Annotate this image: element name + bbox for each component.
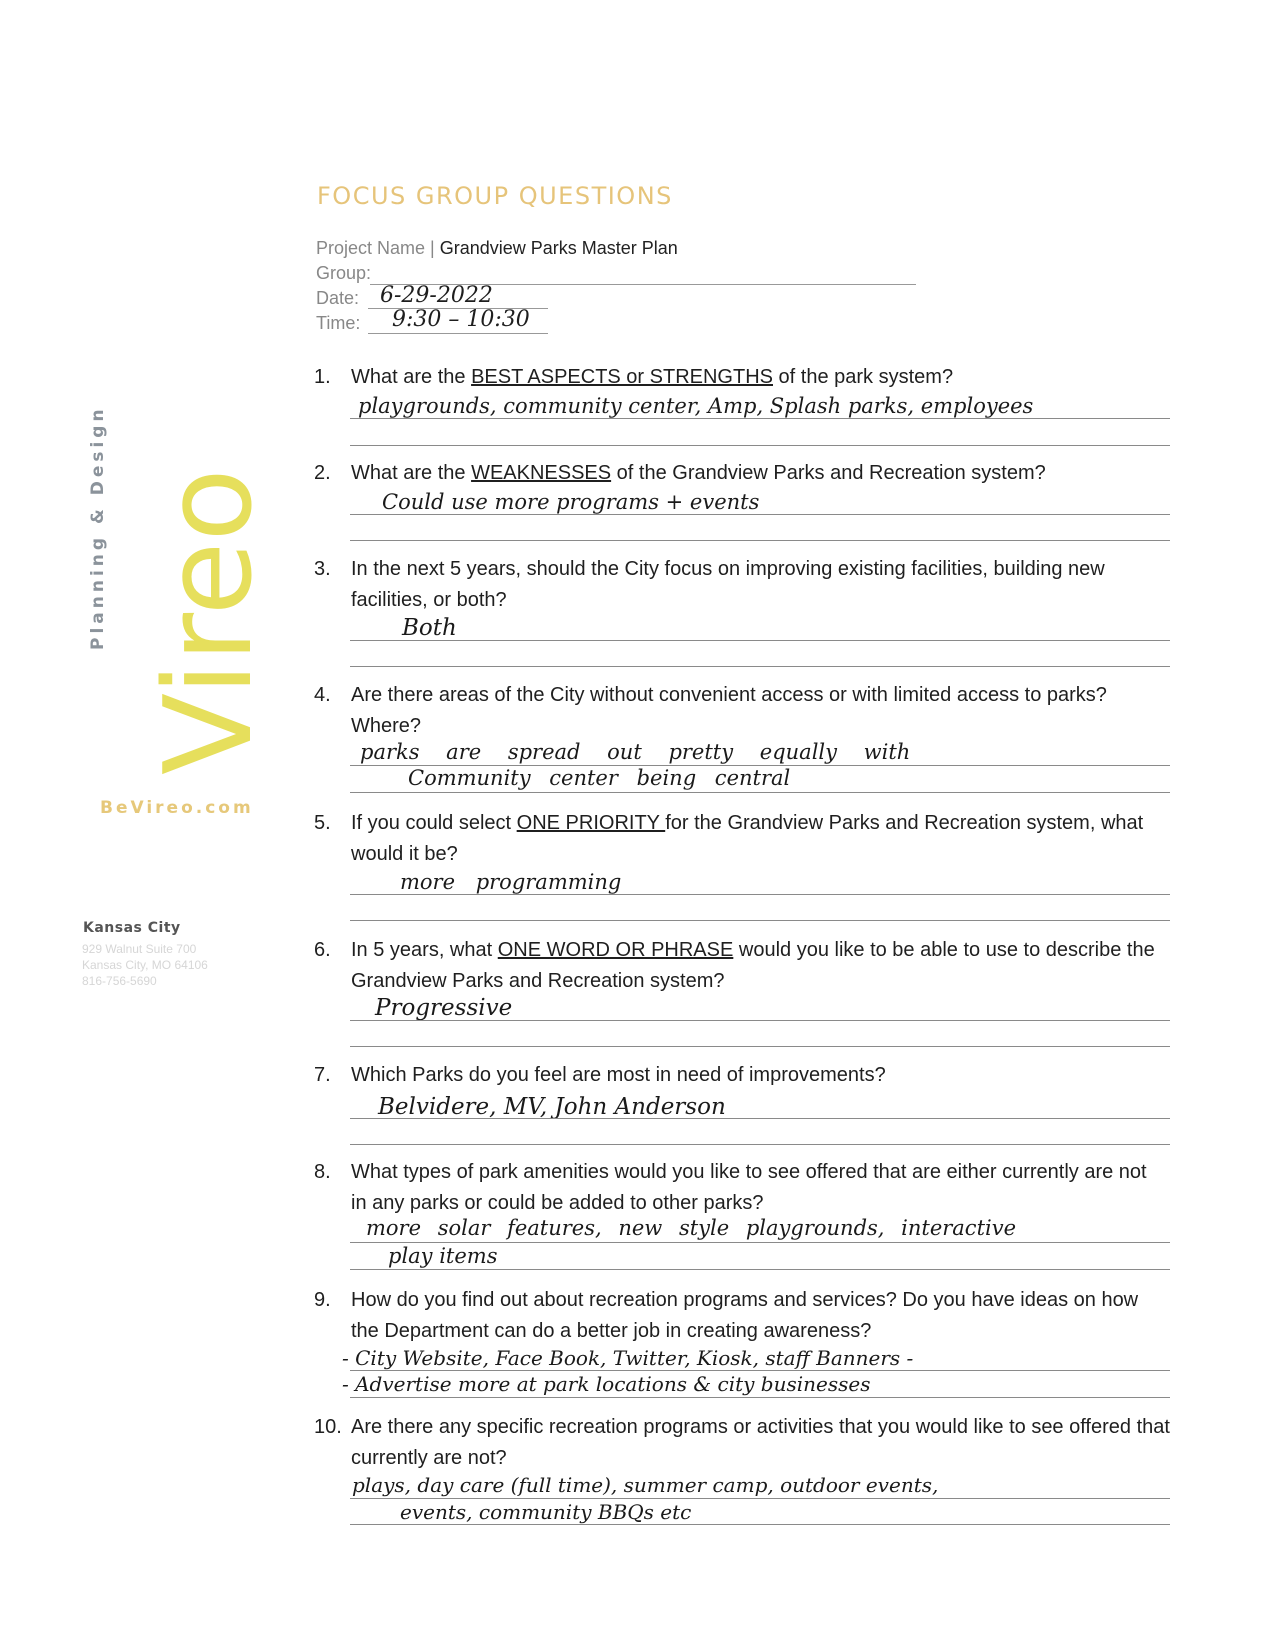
- project-label: Project Name |: [316, 238, 435, 258]
- date-row: [316, 288, 359, 309]
- answer-5: more programming: [400, 870, 622, 894]
- answer-line: [350, 1370, 1170, 1371]
- brand-logo: Vireo: [140, 468, 279, 775]
- group-label: Group:: [316, 263, 372, 283]
- document-title: FOCUS GROUP QUESTIONS: [317, 182, 673, 210]
- question-4: 4. Are there areas of the City without convenient access or with limited access to parks? Where?: [314, 684, 1107, 737]
- question-1: 1. What are the BEST ASPECTS or STRENGTHS of the park system?: [314, 366, 954, 388]
- answer-line: [350, 792, 1170, 793]
- answer-line: [350, 1020, 1170, 1021]
- answer-line: [350, 418, 1170, 419]
- answer-8-line1: more solar features, new style playgrounds, interactive: [366, 1216, 1017, 1240]
- answer-4-line2: Community center being central: [408, 766, 791, 790]
- project-row: [316, 238, 678, 259]
- answer-line: [350, 640, 1170, 641]
- question-7: 7. Which Parks do you feel are most in need of improvements?: [314, 1064, 886, 1086]
- answer-line: [350, 1524, 1170, 1525]
- answer-line: [350, 1144, 1170, 1145]
- question-3: 3. In the next 5 years, should the City focus on improving existing facilities, building new facilities, or both?: [314, 558, 1105, 611]
- time-line: [368, 333, 548, 334]
- question-5: 5. If you could select ONE PRIORITY for the Grandview Parks and Recreation system, what would it be?: [314, 812, 1144, 865]
- time-value: 9:30 – 10:30: [392, 307, 530, 332]
- answer-10-line2: events, community BBQs etc: [400, 1500, 692, 1524]
- answer-1: playgrounds, community center, Amp, Splash parks, employees: [358, 394, 1034, 418]
- answer-3: Both: [402, 615, 457, 641]
- answer-6: Progressive: [375, 995, 513, 1021]
- answer-line: [350, 666, 1170, 667]
- office-city: Kansas City: [83, 920, 181, 936]
- website-link[interactable]: BeVireo.com: [100, 798, 254, 818]
- answer-4-line1: parks are spread out pretty equally with: [360, 740, 911, 764]
- group-row: [316, 263, 371, 284]
- answer-line: [350, 920, 1170, 921]
- answer-9-line1: - City Website, Face Book, Twitter, Kiosk, staff Banners -: [342, 1346, 914, 1370]
- question-8: 8. What types of park amenities would you like to see offered that are either currently are not in any parks or could be added to other parks?: [314, 1161, 1147, 1214]
- answer-line: [350, 514, 1170, 515]
- answer-7: Belvidere, MV, John Anderson: [378, 1094, 726, 1120]
- time-row: [316, 313, 360, 334]
- question-9: 9. How do you find out about recreation programs and services? Do you have ideas on how the Department can do a better job in creating awareness?: [314, 1289, 1139, 1342]
- question-6: 6. In 5 years, what ONE WORD OR PHRASE would you like to be able to use to describe the Grandview Parks and Recreation system?: [314, 939, 1155, 992]
- answer-line: [350, 1242, 1170, 1243]
- time-label: Time:: [316, 313, 361, 333]
- office-address-line1: 929 Walnut Suite 700: [82, 942, 197, 956]
- office-address-line2: Kansas City, MO 64106: [82, 958, 208, 972]
- answer-10-line1: plays, day care (full time), summer camp, outdoor events,: [352, 1473, 939, 1497]
- answer-line: [350, 1046, 1170, 1047]
- brand-tagline: Planning & Design: [88, 405, 108, 650]
- answer-8-line2: play items: [388, 1244, 498, 1268]
- date-value: 6-29-2022: [380, 283, 493, 308]
- question-2: 2. What are the WEAKNESSES of the Grandview Parks and Recreation system?: [314, 462, 1046, 484]
- answer-line: [350, 1269, 1170, 1270]
- date-label: Date:: [316, 288, 360, 308]
- office-phone: 816-756-5690: [82, 974, 157, 988]
- answer-line: [350, 445, 1170, 446]
- answer-line: [350, 1498, 1170, 1499]
- answer-line: [350, 1397, 1170, 1398]
- question-10: 10. Are there any specific recreation programs or activities that you would like to see offered that currently are not?: [314, 1416, 1170, 1469]
- answer-line: [350, 540, 1170, 541]
- answer-line: [350, 1118, 1170, 1119]
- answer-line: [350, 894, 1170, 895]
- project-value: Grandview Parks Master Plan: [439, 238, 678, 258]
- answer-2: Could use more programs + events: [382, 490, 760, 514]
- answer-9-line2: - Advertise more at park locations & city businesses: [342, 1372, 871, 1396]
